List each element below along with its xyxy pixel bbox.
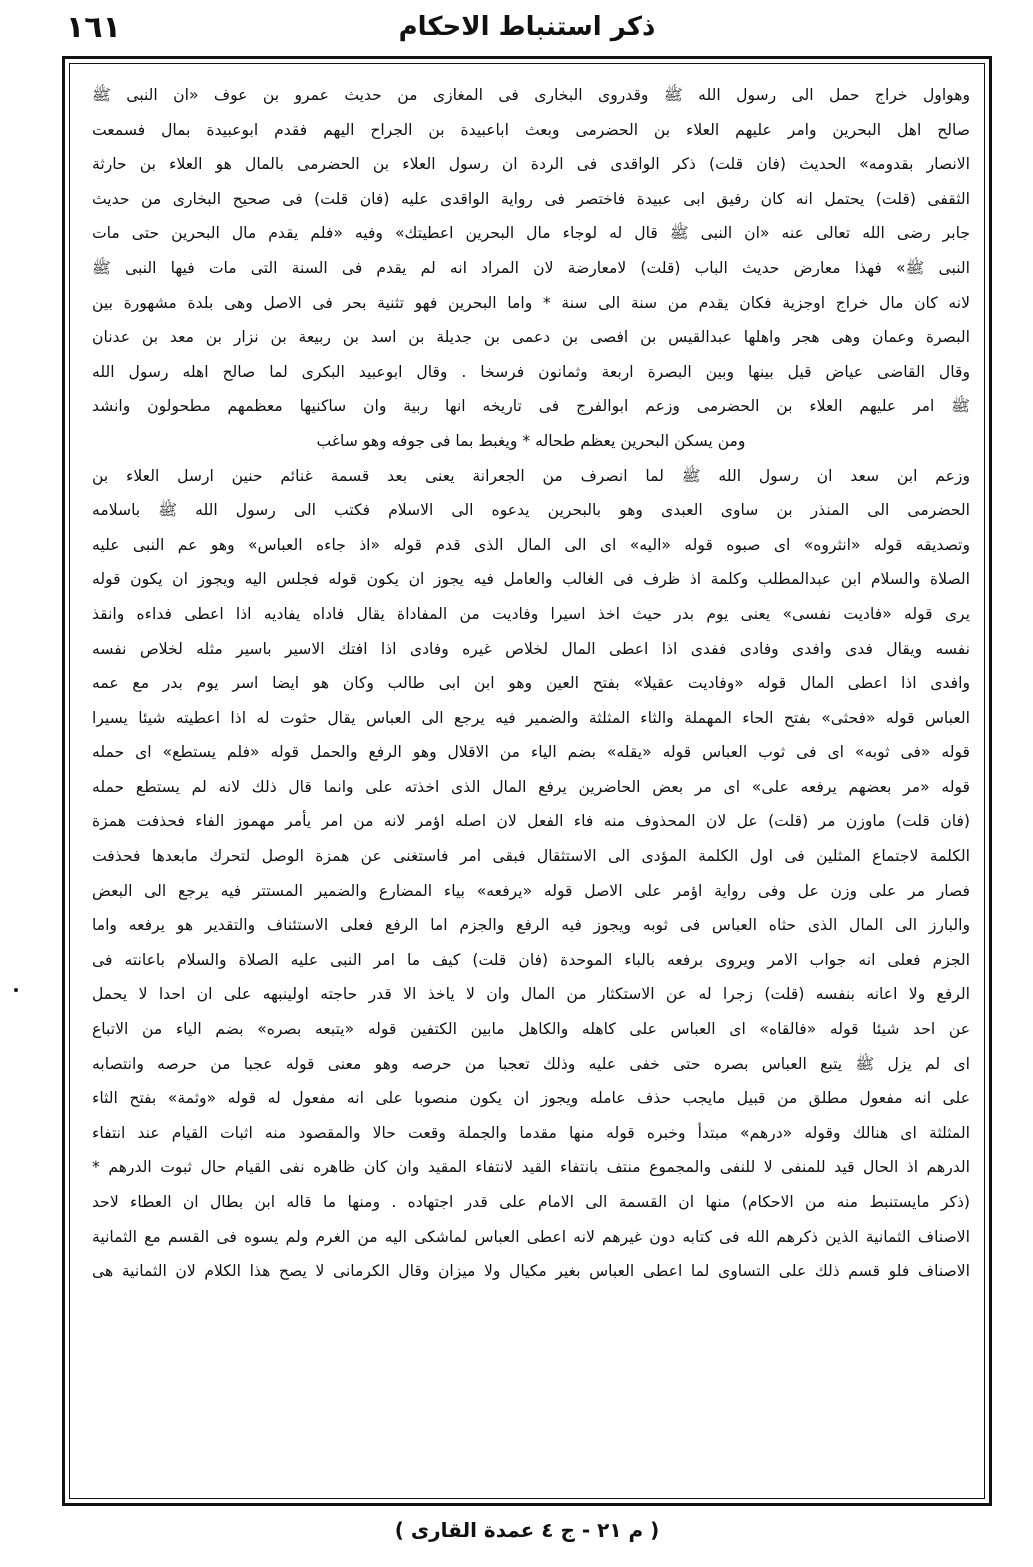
text-line: عن احد شيئا قوله «فالقاه» اى العباس على كاهله والكاهل مابين الكتفين قوله «يتبعه بصره» بضم الياء من الاتباع bbox=[92, 1020, 970, 1039]
text-line: لانه كان مال خراج اوجزية فكان يقدم من سنة الى سنة * واما البحرين فهو تثنية بحر فى الاصل وهى بلدة مشهورة بين bbox=[92, 293, 970, 312]
text-line: وهواول خراج حمل الى رسول الله ﷺ وقدروى البخارى فى المغازى من حديث عمرو بن عوف «ان النبى ﷺ bbox=[92, 86, 970, 104]
text-line: وزعم ابن سعد ان رسول الله ﷺ لما انصرف من الجعرانة يعنى بعد قسمة غنائم حنين ارسل العلاء بن bbox=[92, 466, 970, 485]
page-footer: ( م ٢١ - ج ٤ عمدة القارى ) bbox=[394, 1518, 660, 1542]
page-number: ١٦١ bbox=[66, 10, 121, 45]
text-line: والبارز الى المال الذى حثاه العباس فى ثوبه ويجوز فيه الرفع والجزم اما الرفع فعلى الاستئناف والتقدير هو يرفعه واما bbox=[92, 916, 970, 935]
text-line bbox=[92, 1289, 970, 1324]
page-header bbox=[62, 4, 992, 56]
text-line: النبى ﷺ» فهذا معارض حديث الباب (قلت) لامعارضة لان المراد انه لم يقدم فى السنة التى مات فيها النبى ﷺ bbox=[92, 258, 970, 277]
text-line: الانصار بقدومه» الحديث (فان قلت) ذكر الواقدى فى الردة ان رسول العلاء بن الحضرمى بالمال هو العلاء بن حارثة bbox=[92, 155, 970, 174]
poetry-verse: ومن يسكن البحرين يعظم طحاله * ويغبط بما فى جوفه وهو ساغب bbox=[316, 431, 746, 450]
text-line: فصار مر على وزن عل وفى رواية اؤمر على الاصل قوله «يرفعه» بياء المضارع والضمير المستتر فيه يرجع الى البعض bbox=[92, 881, 970, 900]
text-line: المثلثة اى هنالك وقوله «درهم» مبتدأ وخبره قوله منها مقدما والجملة وقعت حالا والمقصود منه اثبات القيام عند انتفاء bbox=[92, 1123, 970, 1142]
text-line: (ذكر مايستنبط منه من الاحكام) منها ان القسمة الى الامام على قدر اجتهاده . ومنها ما قاله ابن بطال ان العطاء لاحد bbox=[92, 1193, 970, 1211]
text-line: العباس قوله «فحثى» بفتح الحاء المهملة والثاء المثلثة والضمير فيه يرجع الى العباس يقال حثوت له اذا اعطيته شيئا يسيرا bbox=[92, 708, 970, 727]
text-line: ﷺ امر عليهم العلاء بن الحضرمى وزعم ابوالفرج فى تاريخه انها ربية وان ساكنيها معظمهم مطحولون وانشد bbox=[92, 397, 970, 416]
text-line: الثقفى (قلت) يحتمل انه كان رفيق ابى عبيدة فاختصر فى رواية الواقدى عليه (فان قلت) فى صحيح البخارى من حديث bbox=[92, 189, 970, 208]
text-line: صالح اهل البحرين وامر عليهم العلاء بن الحضرمى وبعث اباعبيدة بن الجراح اليهم فقدم ابوعبيدة بمال فسمعت bbox=[92, 120, 970, 139]
text-line: قوله «مر بعضهم يرفعه على» اى مر بعض الحاضرين يرفع المال الذى اخذته على وانما قال ذلك لانه لم يستطع حمله bbox=[92, 777, 970, 796]
text-line: نفسه ويقال فدى وافدى وفادى ففدى اذا اعطى المال لخلاص غيره وفادى اذا افتك الاسير باسير مثله لخلاص نفسه bbox=[92, 639, 970, 658]
text-line: يرى قوله «فاديت نفسى» يعنى يوم بدر حيث اخذ اسيرا وفاديت من المفاداة يقال فاداه يفاديه اذا اعطى فداءه وانقذ bbox=[92, 604, 970, 623]
text-line: الاصناف فلو قسم ذلك على التساوى لما اعطى العباس بغير مكيال ولا ميزان وقال الكرمانى لا يصح هذا الكلام لان الثمانية هى bbox=[92, 1262, 970, 1281]
text-line: الدرهم اذ الحال قيد للمنفى لا للنفى والمجموع منتف بانتفاء القيد لانتفاء المقيد وان كان ظاهره نفى القيام حال ثبوت الدرهم * bbox=[92, 1158, 970, 1177]
text-line: الجزم فعلى انه جواب الامر ويروى برفعه بالباء الموحدة (فان قلت) كيف ما امر النبى عليه الصلاة والسلام باعانته فى bbox=[92, 950, 970, 969]
text-line: (فان قلت) ماوزن مر (قلت) عل لان المحذوف منه فاء الفعل لان اصله اؤمر لانه من امر يأمر مهموز الفاء فحذفت همزة bbox=[92, 812, 970, 831]
running-title: ذكر استنباط الاحكام bbox=[398, 12, 656, 42]
text-line: الرفع ولا اعانه بنفسه (قلت) زجرا له عن الاستكثار من المال وان لا ياخذ الا قدر حاجته اولينبهه على ان احدا لا يحمل bbox=[92, 985, 970, 1004]
text-line: البصرة وعمان وهى هجر واهلها عبدالقيس بن افصى بن دعمى بن جديلة بن اسد بن ربيعة بن نزار بن معد بن عدنان bbox=[92, 328, 970, 347]
text-line: الكلمة لاجتماع المثلين فى اول الكلمة المؤدى الى الاستثقال فبقى امر فاستغنى عن همزة الوصل لتحرك مابعدها فحذفت bbox=[92, 847, 970, 866]
text-line: اى لم يزل ﷺ يتبع العباس بصره حتى خفى عليه وذلك تعجبا من حرصه وهو معنى قوله عجبا من حرصه وانتصابه bbox=[92, 1054, 970, 1073]
text-line: جابر رضى الله تعالى عنه «ان النبى ﷺ قال له لوجاء مال البحرين اعطيتك» وفيه «فلم يقدم مال البحرين حتى مات bbox=[92, 224, 970, 243]
main-text bbox=[92, 78, 970, 1478]
text-line: الاصناف الثمانية الذين ذكرهم الله فى كتابه دون غيرهم لانه اعطى العباس لماشكى اليه من الغرم ولم يسوه فى القسم مع الثمانية bbox=[92, 1227, 970, 1246]
text-line: وافدى اذا اعطى المال قوله «وفاديت عقيلا» بفتح العين وهو ابن ابى طالب وكان هو ايضا اسر يوم بدر مع عمه bbox=[92, 674, 970, 693]
text-line: وتصديقه قوله «انثروه» اى صبوه قوله «اليه» اى الى المال الذى قدم قوله «اذ جاءه العباس» وهو عم النبى عليه bbox=[92, 535, 970, 554]
text-line: قوله «فى ثوبه» اى فى ثوب العباس قوله «يقله» بضم الياء من الاقلال وهو الرفع والحمل قوله «فلم يستطع» اى حمله bbox=[92, 743, 970, 762]
margin-mark bbox=[14, 988, 18, 992]
text-line: على انه مفعول مطلق من قبيل مايجب حذف عامله ويجوز ان يكون منصوبا على انه مفعول له قوله «وثمة» بفتح الثاء bbox=[92, 1089, 970, 1108]
text-line: الحضرمى الى المنذر بن ساوى العبدى وهو بالبحرين يدعوه الى الاسلام فكتب الى رسول الله ﷺ باسلامه bbox=[92, 501, 970, 520]
text-line: الصلاة والسلام ابن عبدالمطلب وكلمة اذ ظرف فى الغالب والعامل فيه يجوز ان يكون قوله فجلس اليه ويجوز ان يكون قوله bbox=[92, 570, 970, 589]
text-line: وقال القاضى عياض قيل بينها وبين البصرة اربعة وثمانون فرسخا . وقال ابوعبيد البكرى لما صالح اهله رسول الله bbox=[92, 362, 970, 381]
